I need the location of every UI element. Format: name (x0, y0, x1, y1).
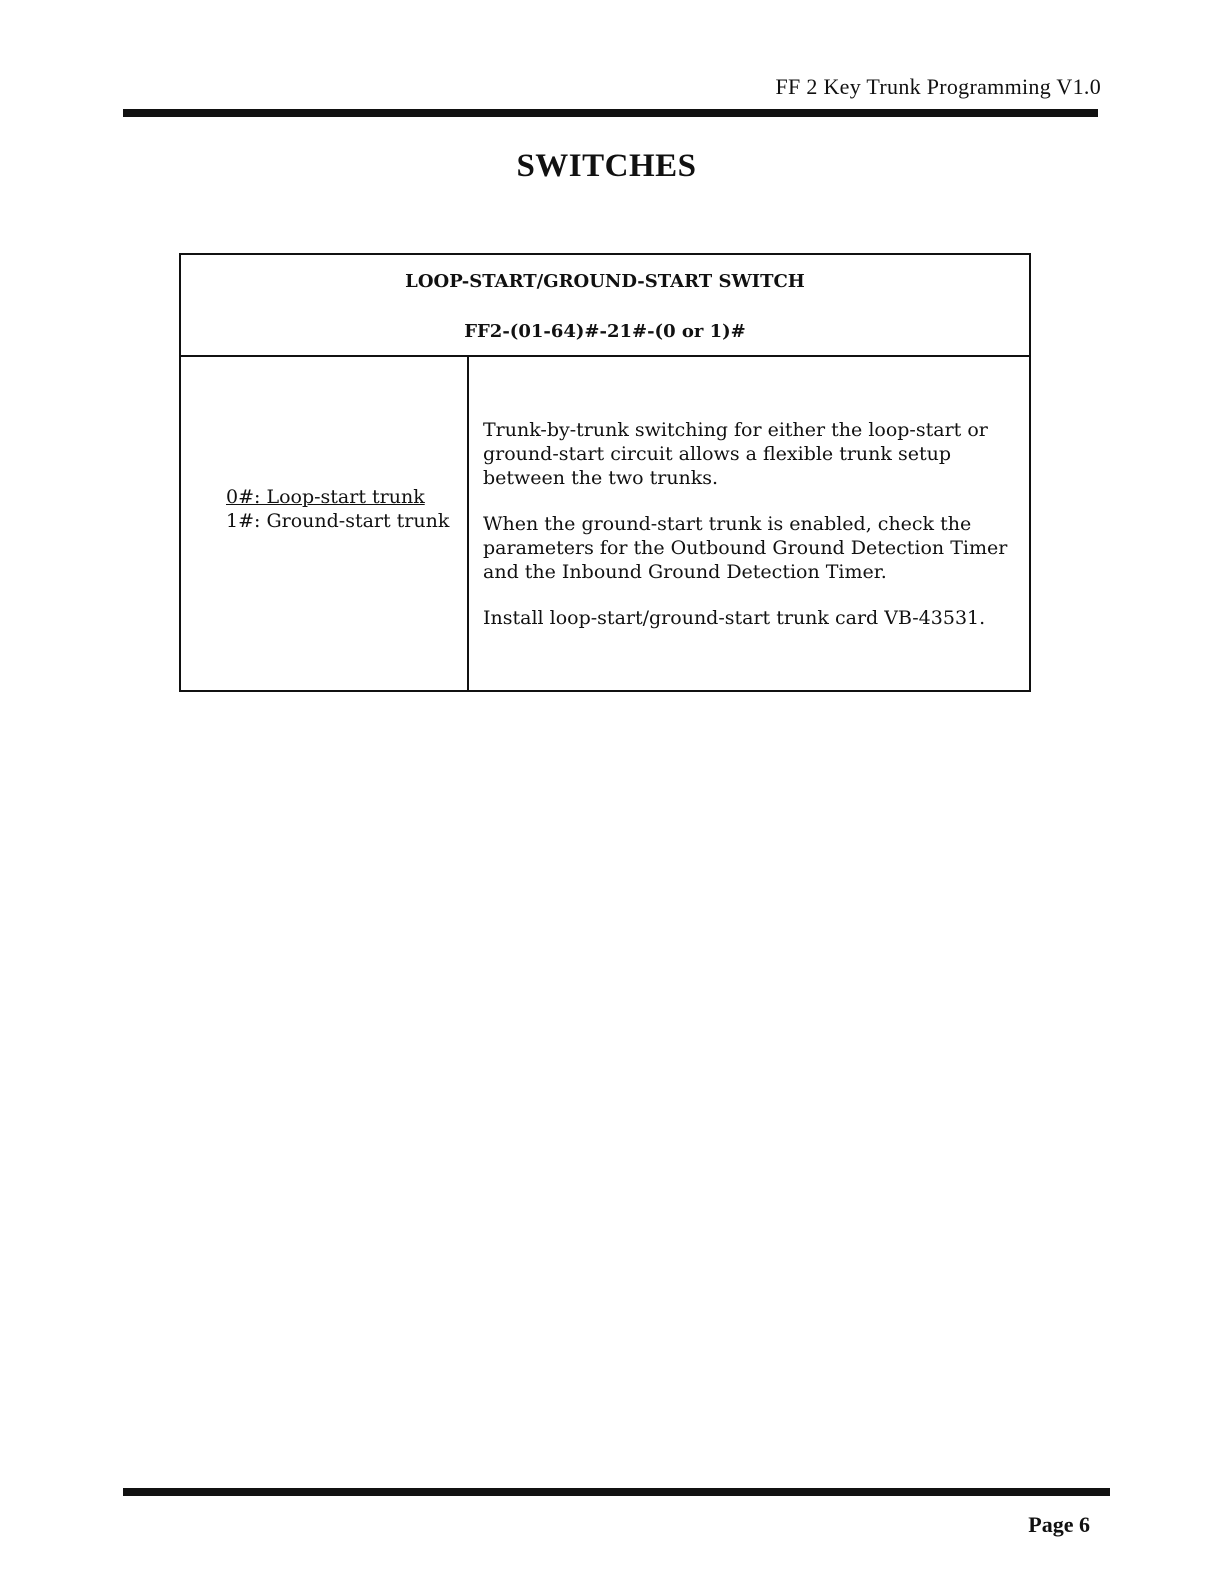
switch-name: LOOP-START/GROUND-START SWITCH (405, 271, 805, 292)
option-list (226, 485, 449, 533)
running-header: FF 2 Key Trunk Programming V1.0 (775, 74, 1101, 99)
footer-rule (123, 1488, 1110, 1496)
description-paragraph: Install loop-start/ground-start trunk card VB-43531. (483, 607, 986, 629)
description-paragraph: When the ground-start trunk is enabled, check the parameters for the Outbound Ground Detection Timer and the Inbound Ground Detection Timer. (483, 513, 1008, 583)
page-title: SWITCHES (516, 148, 697, 184)
page-number: Page 6 (1028, 1512, 1090, 1537)
switch-description (483, 418, 1015, 652)
switch-table-header (181, 255, 1029, 357)
description-paragraph: Trunk-by-trunk switching for either the loop-start or ground-start circuit allows a flexible trunk setup between the two trunks. (483, 419, 988, 489)
header-rule (123, 109, 1098, 117)
switch-table (179, 253, 1031, 692)
option-loop-start: 0#: Loop-start trunk (226, 486, 425, 508)
switch-code: FF2-(01-64)#-21#-(0 or 1)# (464, 321, 746, 342)
column-divider (467, 355, 469, 690)
option-ground-start: 1#: Ground-start trunk (226, 510, 450, 532)
